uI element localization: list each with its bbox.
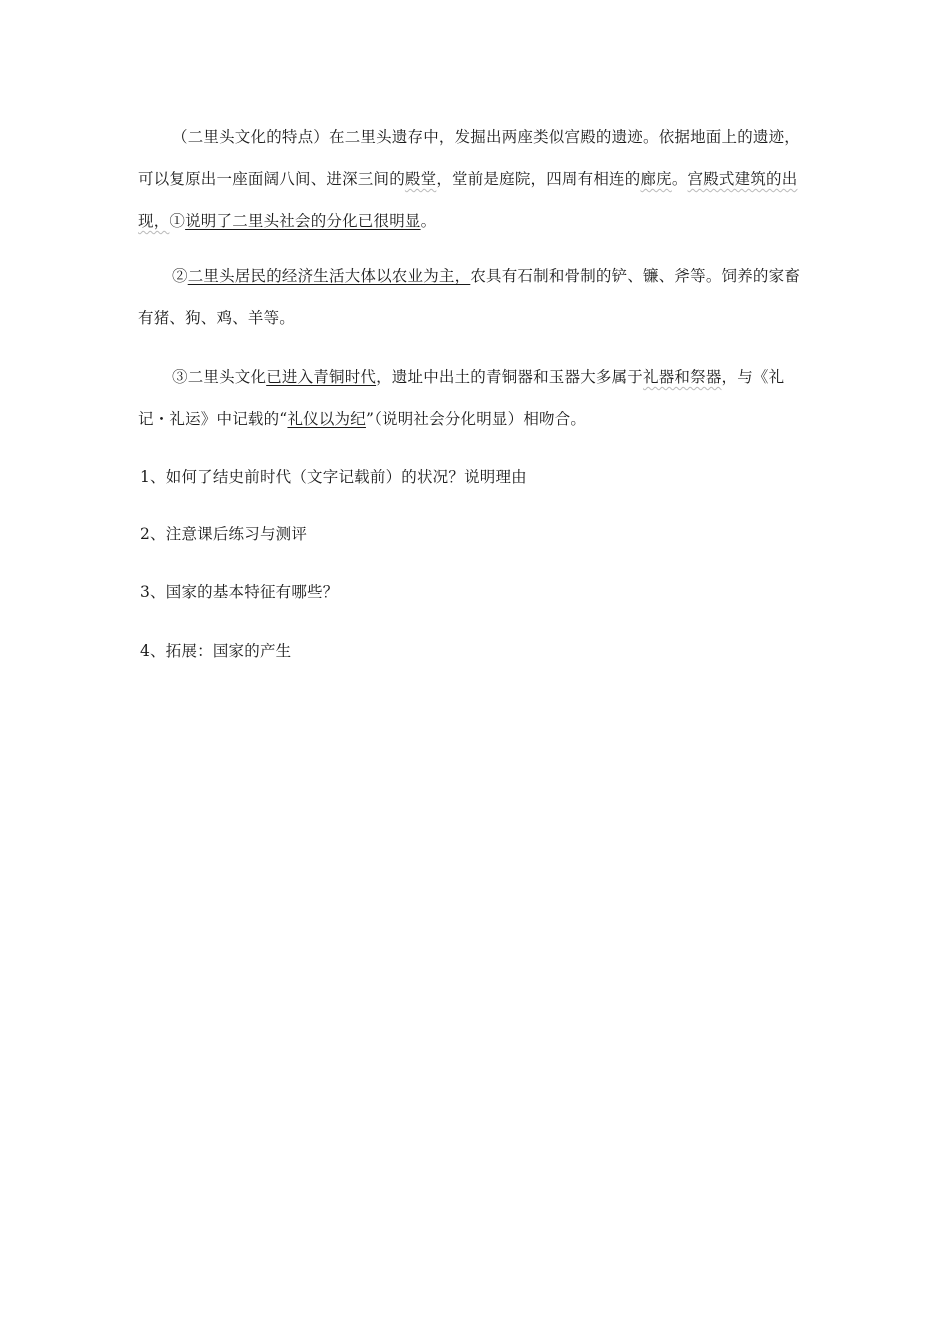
text-segment: （二里头文化的特点）在二里头遗存中，发掘出两座类似宫殿的遗迹。依据地面上的遗迹，可以复原出一座面阔八间、进深三间的 xyxy=(138,128,801,188)
question-item: 2、注意课后练习与测评 xyxy=(140,525,308,543)
text-segment: 。 xyxy=(671,170,688,188)
text-segment: 殿堂 xyxy=(404,170,437,188)
paragraph-economy xyxy=(138,255,813,339)
text-segment: ”（说明社会分化明显）相吻合。 xyxy=(365,410,587,428)
text-segment: ③二里头文化 xyxy=(172,368,267,386)
underlined-text: 已进入青铜时代 xyxy=(266,368,377,386)
question-item: 3、国家的基本特征有哪些？ xyxy=(140,583,339,601)
text-segment: ，遗址中出土的青铜器和玉器大多属于 xyxy=(376,368,644,386)
underlined-text: 说明了二里头社会的分化已很明显 xyxy=(185,212,421,230)
paragraph-bronze-age xyxy=(138,356,813,440)
text-segment: 农具有石制和骨制的铲、镰、斧等。饲养的家畜有猪、狗、鸡、羊等。 xyxy=(138,267,801,327)
text-segment: 宫殿式建筑的出现， xyxy=(138,170,798,230)
paragraph-erlitou-features xyxy=(138,116,813,242)
text-segment: 礼器和祭器 xyxy=(643,368,722,386)
text-segment: ，与《礼记・礼运》中记载的“ xyxy=(138,368,785,428)
underlined-text: 礼仪以为纪 xyxy=(287,410,366,428)
circled-number: ① xyxy=(169,212,186,230)
circled-number: ② xyxy=(172,267,188,285)
text-segment: 廊庑 xyxy=(640,170,672,188)
underlined-text: 二里头居民的经济生活大体以农业为主， xyxy=(187,267,471,285)
question-item: 4、拓展：国家的产生 xyxy=(140,642,292,660)
text-segment: 。 xyxy=(420,212,437,230)
text-segment: ，堂前是庭院，四周有相连的 xyxy=(436,170,641,188)
question-item: 1、如何了结史前时代（文字记载前）的状况？说明理由 xyxy=(140,468,527,486)
